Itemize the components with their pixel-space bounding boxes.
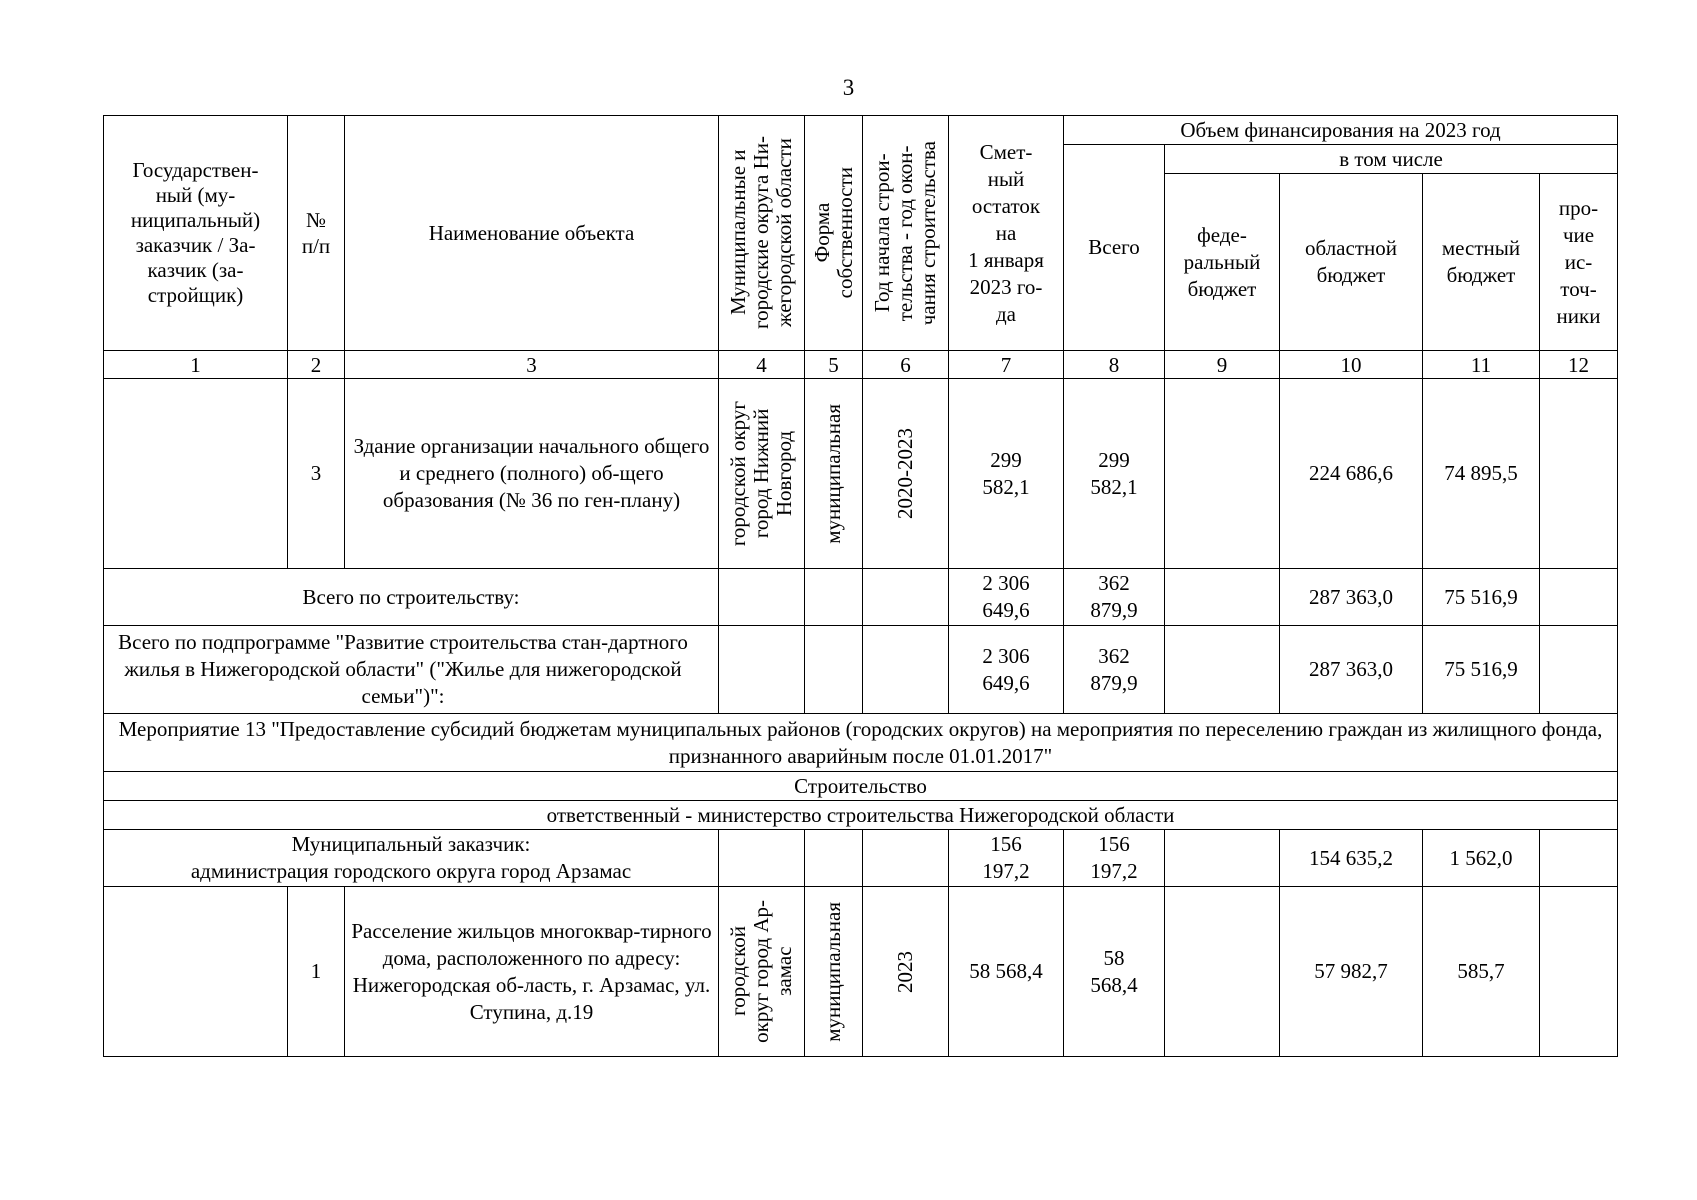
col-num-11: 11 (1423, 351, 1540, 379)
col-num-12: 12 (1540, 351, 1618, 379)
empty-cell (1165, 626, 1280, 714)
header-federal: феде- ральный бюджет (1165, 174, 1280, 351)
empty-cell (805, 569, 863, 626)
cell-ownership: муниципальная (805, 887, 863, 1057)
cell-regional: 224 686,6 (1280, 379, 1423, 569)
financing-table (103, 115, 1618, 1057)
table-row (104, 714, 1618, 772)
cell-estimate: 2 306 649,6 (949, 626, 1064, 714)
table-row (104, 569, 1618, 626)
municipal-customer-label: Муниципальный заказчик: администрация городского округа город Арзамас (104, 830, 719, 887)
cell-regional: 154 635,2 (1280, 830, 1423, 887)
col-num-3: 3 (345, 351, 719, 379)
col-num-9: 9 (1165, 351, 1280, 379)
measure-13-title: Мероприятие 13 "Предоставление субсидий бюджетам муниципальных районов (городских округов) на мероприятия по переселению граждан из жилищного фонда, признанного аварийным после 01.01.2017" (104, 714, 1618, 772)
cell-total: 156 197,2 (1064, 830, 1165, 887)
col-num-10: 10 (1280, 351, 1423, 379)
header-ownership: Форма собственности (805, 116, 863, 351)
cell-num: 1 (288, 887, 345, 1057)
table-row (104, 830, 1618, 887)
header-object-name: Наименование объекта (345, 116, 719, 351)
col-num-4: 4 (719, 351, 805, 379)
cell-local: 585,7 (1423, 887, 1540, 1057)
empty-cell (863, 569, 949, 626)
cell-estimate: 156 197,2 (949, 830, 1064, 887)
col-num-8: 8 (1064, 351, 1165, 379)
header-local: местный бюджет (1423, 174, 1540, 351)
cell-other (1540, 379, 1618, 569)
table-row (104, 379, 1618, 569)
cell-local: 74 895,5 (1423, 379, 1540, 569)
empty-cell (863, 626, 949, 714)
cell-regional: 287 363,0 (1280, 569, 1423, 626)
table-row (104, 887, 1618, 1057)
header-total: Всего (1064, 145, 1165, 351)
empty-cell (719, 569, 805, 626)
table-row (104, 626, 1618, 714)
cell-federal (1165, 379, 1280, 569)
empty-cell (1165, 569, 1280, 626)
page-number: 3 (842, 75, 855, 100)
cell-local: 75 516,9 (1423, 626, 1540, 714)
cell-ownership: муниципальная (805, 379, 863, 569)
cell-local: 75 516,9 (1423, 569, 1540, 626)
col-num-7: 7 (949, 351, 1064, 379)
header-num: № п/п (288, 116, 345, 351)
header-estimate: Смет- ный остаток на 1 января 2023 го- да (949, 116, 1064, 351)
header-regional: областной бюджет (1280, 174, 1423, 351)
empty-cell (1540, 626, 1618, 714)
cell-object-name: Здание организации начального общего и среднего (полного) об-щего образования (№ 36 по ген-плану) (345, 379, 719, 569)
col-num-2: 2 (288, 351, 345, 379)
cell-regional: 287 363,0 (1280, 626, 1423, 714)
header-financing: Объем финансирования на 2023 год (1064, 116, 1618, 145)
header-including: в том числе (1165, 145, 1618, 174)
cell-object-name: Расселение жильцов многоквар-тирного дома, расположенного по адресу: Нижегородская об-ласть, г. Арзамас, ул. Ступина, д.19 (345, 887, 719, 1057)
empty-cell (805, 626, 863, 714)
responsible-ministry: ответственный - министерство строительства Нижегородской области (104, 801, 1618, 830)
col-num-6: 6 (863, 351, 949, 379)
cell-municipality: городской округ город Нижний Новгород (719, 379, 805, 569)
cell-customer (104, 887, 288, 1057)
cell-municipality: городской округ город Ар- замас (719, 887, 805, 1057)
section-title: Строительство (104, 772, 1618, 801)
empty-cell (719, 830, 805, 887)
cell-total: 362 879,9 (1064, 626, 1165, 714)
subprogram-total-label: Всего по подпрограмме "Развитие строительства стан-дартного жилья в Нижегородской области" ("Жилье для нижегородской семьи")": (104, 626, 719, 714)
col-num-1: 1 (104, 351, 288, 379)
cell-total: 58 568,4 (1064, 887, 1165, 1057)
cell-total: 299 582,1 (1064, 379, 1165, 569)
cell-other (1540, 887, 1618, 1057)
header-municipality: Муниципальные и городские округа Ни- жегородской области (719, 116, 805, 351)
cell-total: 362 879,9 (1064, 569, 1165, 626)
cell-years: 2023 (863, 887, 949, 1057)
col-num-5: 5 (805, 351, 863, 379)
cell-estimate: 2 306 649,6 (949, 569, 1064, 626)
header-customer: Государствен- ный (му- ниципальный) заказчик / За- казчик (за- стройщик) (104, 116, 288, 351)
cell-num: 3 (288, 379, 345, 569)
cell-estimate: 299 582,1 (949, 379, 1064, 569)
empty-cell (719, 626, 805, 714)
header-other: про- чие ис- точ- ники (1540, 174, 1618, 351)
empty-cell (1540, 569, 1618, 626)
cell-regional: 57 982,7 (1280, 887, 1423, 1057)
cell-estimate: 58 568,4 (949, 887, 1064, 1057)
empty-cell (1165, 830, 1280, 887)
cell-years: 2020-2023 (863, 379, 949, 569)
cell-local: 1 562,0 (1423, 830, 1540, 887)
empty-cell (805, 830, 863, 887)
construction-total-label: Всего по строительству: (104, 569, 719, 626)
table-row (104, 772, 1618, 801)
table-row (104, 801, 1618, 830)
cell-customer (104, 379, 288, 569)
header-years: Год начала строи- тельства - год окон- чания строительства (863, 116, 949, 351)
empty-cell (863, 830, 949, 887)
cell-federal (1165, 887, 1280, 1057)
empty-cell (1540, 830, 1618, 887)
